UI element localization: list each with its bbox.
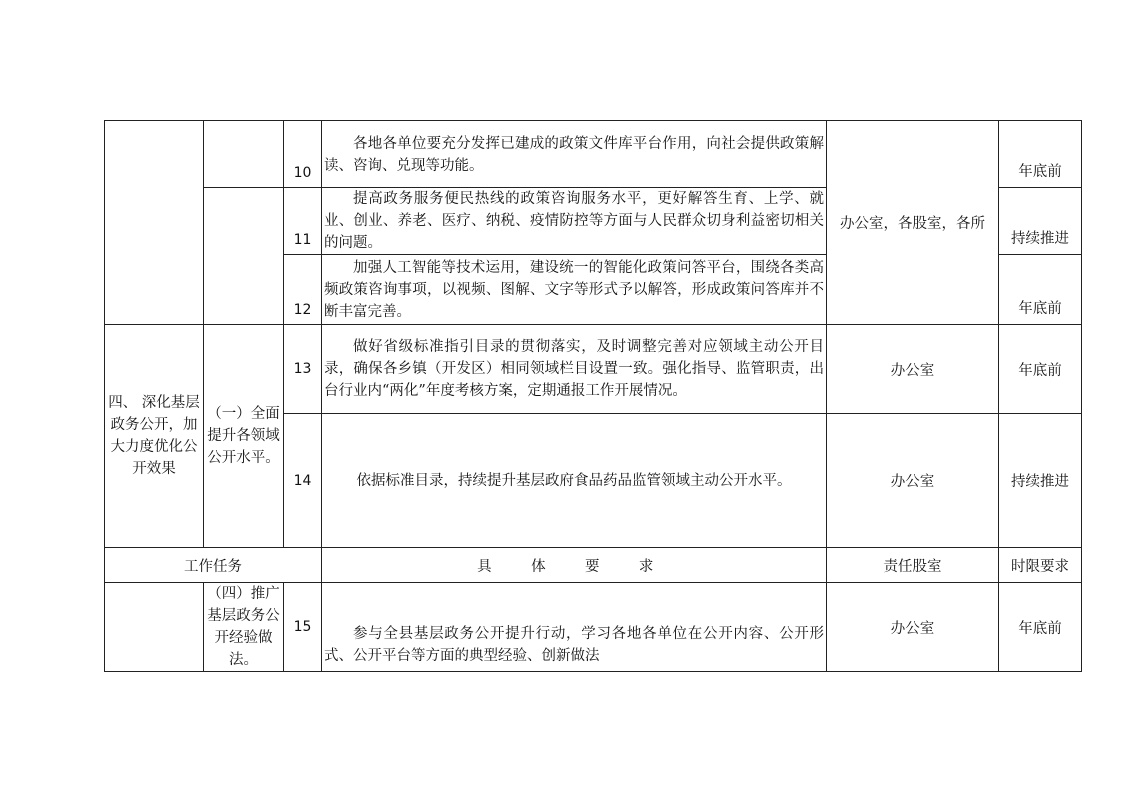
task-four-label: 四、 深化基层政务公开，加大力度优化公开效果 [105,325,204,548]
header-time: 时限要求 [999,548,1082,583]
subtask-four-label: （四）推广基层政务公开经验做法。 [204,583,284,672]
requirement-text: 依据标准目录，持续提升基层政府食品药品监管领域主动公开水平。 [322,414,827,548]
table-row [105,325,1082,414]
deadline: 持续推进 [999,414,1082,548]
requirement-text: 提高政务服务便民热线的政策咨询服务水平，更好解答生育、上学、就业、创业、养老、医疗、纳税、疫情防控等方面与人民群众切身利益密切相关的问题。 [322,188,827,255]
responsible-dept: 办公室 [827,325,999,414]
requirement-text: 加强人工智能等技术运用，建设统一的智能化政策问答平台，围绕各类高频政策咨询事项，以视频、图解、文字等形式予以解答，形成政策问答库并不断丰富完善。 [322,255,827,325]
header-requirement: 具 体 要 求 [322,548,827,583]
responsible-dept: 办公室 [827,583,999,672]
deadline: 年底前 [999,325,1082,414]
task-cell-empty [105,121,204,325]
row-number: 13 [284,325,322,414]
row-number: 15 [284,583,322,672]
responsible-dept: 办公室 [827,414,999,548]
requirement-text: 参与全县基层政务公开提升行动，学习各地各单位在公开内容、公开形式、公开平台等方面的典型经验、创新做法 [322,583,827,672]
requirement-text: 做好省级标准指引目录的贯彻落实，及时调整完善对应领域主动公开目录，确保各乡镇（开发区）相同领域栏目设置一致。强化指导、监管职责，出台行业内“两化”年度考核方案，定期通报工作开展情况。 [322,325,827,414]
deadline: 年底前 [999,121,1082,188]
row-number: 14 [284,414,322,548]
deadline: 持续推进 [999,188,1082,255]
table-header-row [105,548,1082,583]
table-row [105,583,1082,672]
task-table [104,120,1082,672]
table-row [105,121,1082,188]
subtask-cell-empty [204,188,284,325]
task-cell-empty [105,583,204,672]
row-number: 11 [284,188,322,255]
deadline: 年底前 [999,583,1082,672]
responsible-dept: 办公室，各股室，各所 [827,121,999,325]
subtask-cell-empty [204,121,284,188]
header-dept: 责任股室 [827,548,999,583]
row-number: 10 [284,121,322,188]
row-number: 12 [284,255,322,325]
deadline: 年底前 [999,255,1082,325]
subtask-one-label: （一）全面提升各领域公开水平。 [204,325,284,548]
requirement-text: 各地各单位要充分发挥已建成的政策文件库平台作用，向社会提供政策解读、咨询、兑现等功能。 [322,121,827,188]
header-task: 工作任务 [105,548,322,583]
